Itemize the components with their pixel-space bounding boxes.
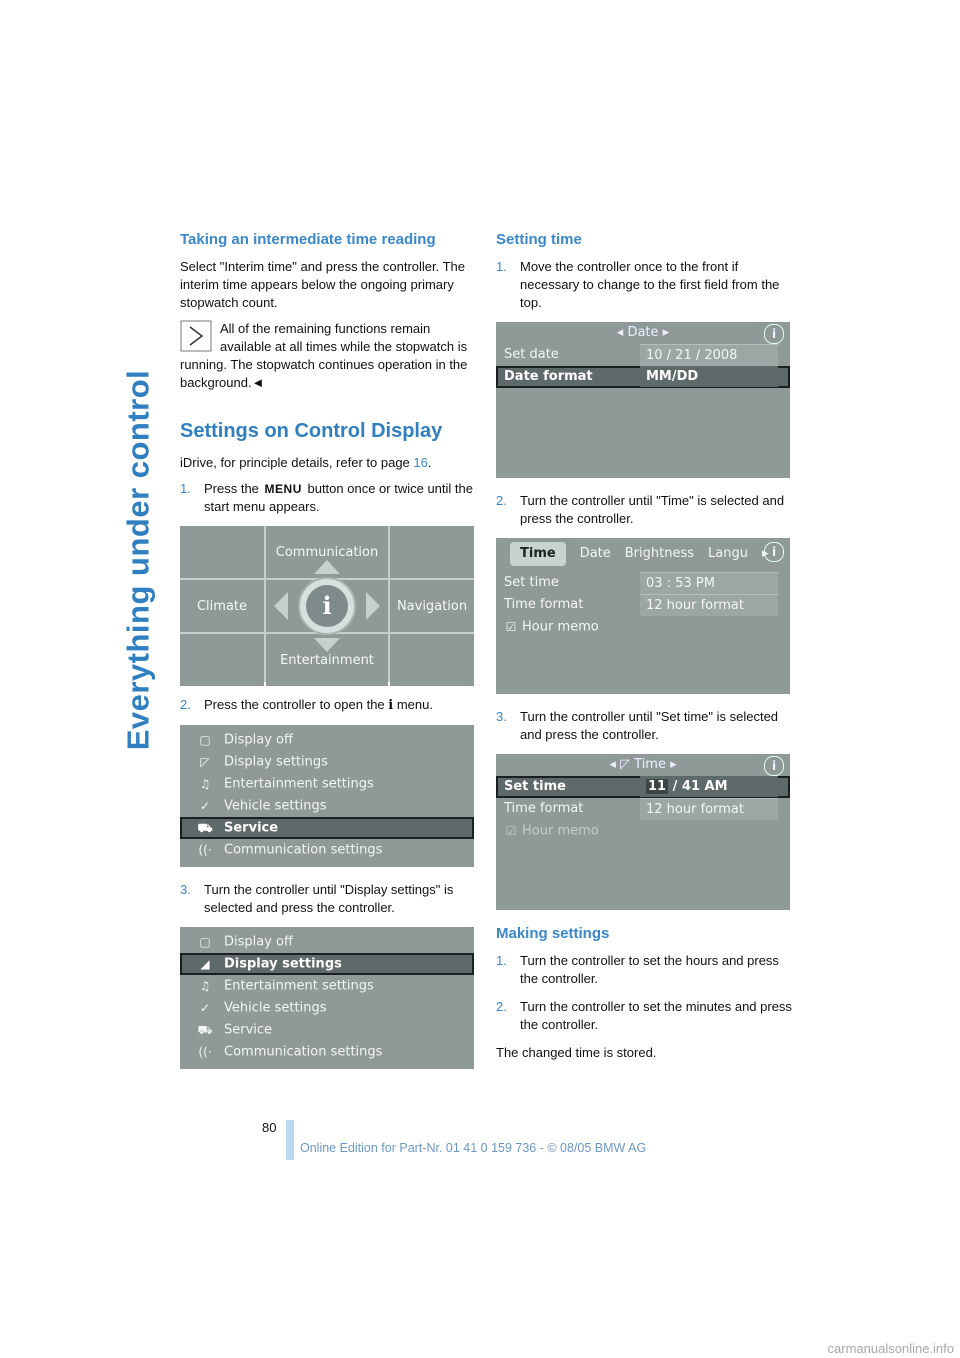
right-arrow-icon: ▸ [658, 325, 670, 340]
start-empty-tl [180, 526, 264, 578]
page-number: 80 [262, 1120, 277, 1135]
start-climate[interactable]: Climate [180, 580, 264, 632]
start-menu-screen [180, 526, 474, 682]
left-column [180, 230, 476, 1083]
menu1-display-off[interactable]: ▢ Display off [180, 729, 474, 751]
row-date-format[interactable]: Date format MM/DD [496, 366, 790, 388]
right-arrow-icon: ▸ [665, 757, 677, 772]
menu2-service[interactable]: ⛟ Service [180, 1019, 474, 1041]
tab-date[interactable]: Date [579, 546, 611, 561]
time-step-1: 1. Move the controller once to the front if necessary to change to the first field from the top. [496, 259, 780, 310]
vehicle-settings-icon: ✓ [199, 799, 211, 813]
step-2: 2. Press the controller to open the i menu. [180, 697, 433, 713]
note-block [180, 320, 476, 392]
date-screen [496, 322, 790, 478]
making-step-1: 1. Turn the controller to set the hours and press the controller. [496, 953, 779, 986]
start-entertainment[interactable]: Entertainment [266, 634, 388, 686]
menu1-vehicle-settings[interactable]: ✓ Vehicle settings [180, 795, 474, 817]
left-arrow-icon: ◂ [609, 757, 621, 772]
set-time-screen [496, 754, 790, 910]
entertainment-settings-icon: ♫ [199, 777, 211, 791]
row-time-format[interactable]: Time format 12 hour format [496, 594, 790, 616]
heading-interim-time: Taking an intermediate time reading [180, 231, 436, 248]
footer-edition-text: Online Edition for Part-Nr. 01 41 0 159 736 - © 08/05 BMW AG [300, 1141, 647, 1155]
step-1: 1. Press the MENU button once or twice until the start menu appears. [180, 481, 473, 514]
start-empty-bl [180, 634, 264, 686]
settings-menu-screen-2 [180, 927, 474, 1069]
entertainment-settings-icon: ♫ [199, 979, 211, 993]
paragraph-idrive: iDrive, for principle details, refer to page 16. [180, 455, 432, 470]
communication-settings-icon: ((· [198, 843, 212, 857]
menu1-display-settings[interactable]: ◸ Display settings [180, 751, 474, 773]
display-settings-icon: ◢ [200, 957, 210, 971]
tab-scroll-right-icon[interactable]: ▸ [761, 546, 769, 561]
time-step-3: 3. Turn the controller until "Set time" is selected and press the controller. [496, 709, 779, 742]
controller-info-icon [268, 556, 386, 656]
row-set-time[interactable]: Set time 03 : 53 PM [496, 572, 790, 594]
start-communication[interactable]: Communication [266, 526, 388, 578]
menu2-communication-settings[interactable]: ((· Communication settings [180, 1041, 474, 1063]
menu1-service[interactable]: ⛟ Service [180, 817, 474, 839]
service-car-icon: ⛟ [197, 821, 213, 835]
page-link[interactable]: 16 [413, 455, 428, 470]
info-icon[interactable]: i [764, 756, 784, 776]
tab-time[interactable]: Time [510, 542, 566, 566]
vehicle-settings-icon: ✓ [199, 1001, 211, 1015]
right-column [496, 230, 792, 1070]
note-triangle-icon [180, 320, 212, 352]
display-off-icon: ▢ [199, 935, 211, 949]
info-icon[interactable]: i [764, 324, 784, 344]
watermark: carmanualsonline.info [827, 1341, 954, 1356]
start-empty-tr [390, 526, 474, 578]
row-set-date[interactable]: Set date 10 / 21 / 2008 [496, 344, 790, 366]
display-off-icon: ▢ [199, 733, 211, 747]
tab-bar [496, 538, 790, 566]
start-navigation[interactable]: Navigation [390, 580, 474, 632]
menu1-entertainment-settings[interactable]: ♫ Entertainment settings [180, 773, 474, 795]
row-set-time-active[interactable]: Set time 11 / 41 AM [496, 776, 790, 798]
time-step-2: 2. Turn the controller until "Time" is selected and press the controller. [496, 493, 785, 526]
heading-settings-control-display: Settings on Control Display [180, 420, 443, 442]
date-header: ◂ Date ▸ i [496, 322, 790, 344]
info-icon[interactable]: i [764, 542, 784, 562]
making-step-2: 2. Turn the controller to set the minutes and press the controller. [496, 999, 792, 1032]
service-car-icon: ⛟ [197, 1023, 213, 1037]
side-title: Everything under control [120, 369, 156, 751]
menu1-communication-settings[interactable]: ((· Communication settings [180, 839, 474, 861]
display-settings-icon: ◸ [200, 755, 210, 769]
heading-setting-time: Setting time [496, 231, 582, 248]
left-arrow-icon: ◂ [616, 325, 628, 340]
menu-key-icon: MENU [264, 482, 302, 496]
communication-settings-icon: ((· [198, 1045, 212, 1059]
tab-brightness[interactable]: Brightness [624, 546, 695, 561]
menu2-vehicle-settings[interactable]: ✓ Vehicle settings [180, 997, 474, 1019]
start-center[interactable] [266, 580, 388, 632]
tab-language[interactable]: Langu [708, 546, 748, 561]
settings-menu-screen-1 [180, 725, 474, 867]
step-3: 3. Turn the controller until "Display settings" is selected and press the controller. [180, 882, 454, 915]
menu2-entertainment-settings[interactable]: ♫ Entertainment settings [180, 975, 474, 997]
paragraph-time-stored: The changed time is stored. [496, 1045, 657, 1060]
row-time-format[interactable]: Time format 12 hour format [496, 798, 790, 820]
time-tabs-screen [496, 538, 790, 694]
info-key-icon: i [388, 698, 394, 713]
menu2-display-off[interactable]: ▢ Display off [180, 931, 474, 953]
checkbox-icon: ☑ [505, 620, 517, 634]
note-text: All of the remaining functions remain available at all times while the stopwatch is running. The stopwatch continues operation in the background.◄ [180, 321, 468, 390]
checkbox-icon: ☑ [505, 824, 517, 838]
row-hour-memo[interactable]: ☑ Hour memo [496, 820, 790, 842]
svg-text:i: i [322, 591, 332, 620]
paragraph-interim-time: Select "Interim time" and press the controller. The interim time appears below the ongoing primary stopwatch count. [180, 259, 466, 310]
time-header: ◂ ◸ Time ▸ i [496, 754, 790, 776]
row-hour-memo[interactable]: ☑ Hour memo [496, 616, 790, 638]
menu2-display-settings[interactable]: ◢ Display settings [180, 953, 474, 975]
start-empty-br [390, 634, 474, 686]
footer-bar [286, 1120, 294, 1160]
display-settings-icon: ◸ [620, 757, 635, 772]
heading-making-settings: Making settings [496, 925, 610, 942]
hour-field[interactable]: 11 [648, 779, 667, 794]
